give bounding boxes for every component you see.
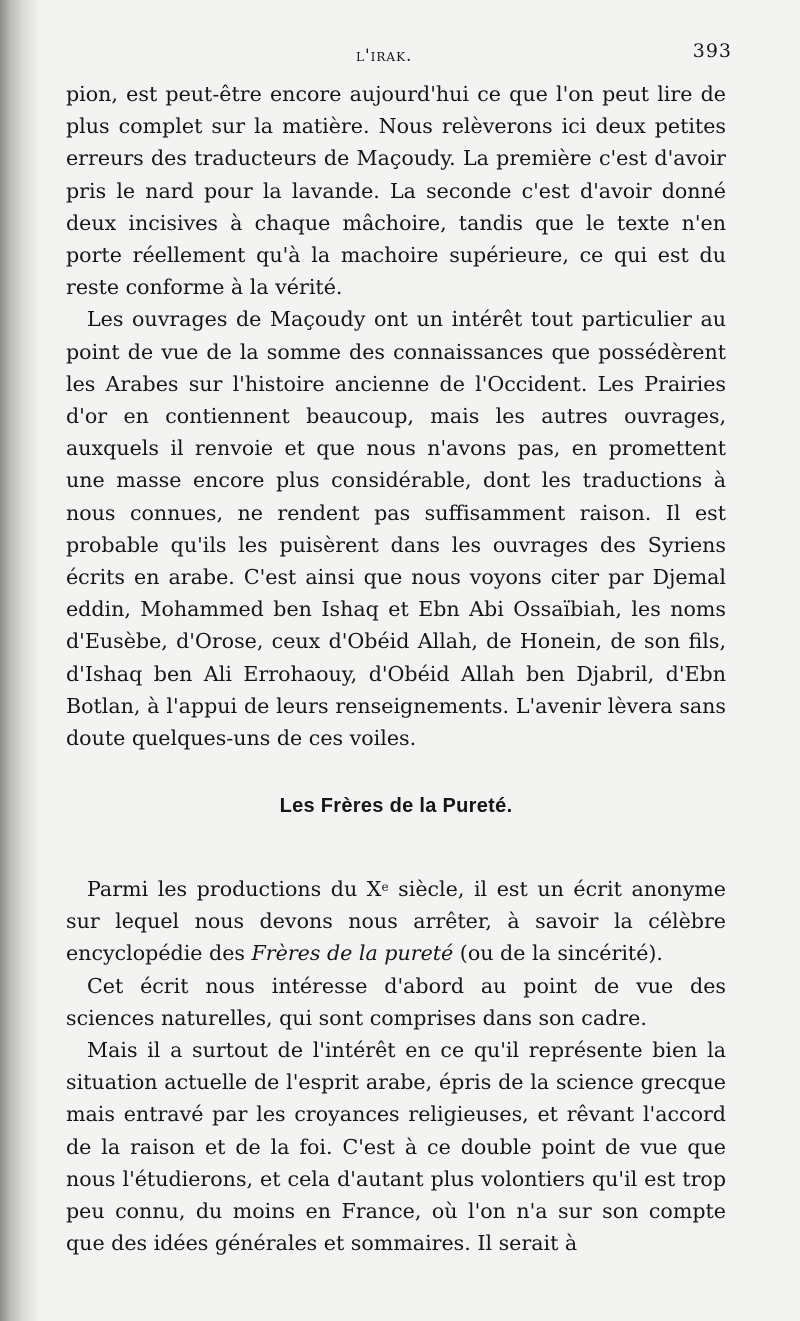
paragraph-intro [66,873,726,970]
century-superscript: e [381,880,389,894]
intro-text-italic: Frères de la pureté [251,941,454,966]
paragraph-natural-sciences: Cet écrit nous intéresse d'abord au point de vue des sciences naturelles, qui sont comprises dans son cadre. [66,973,726,1030]
running-head [66,40,732,70]
body-text-bottom [66,873,726,1259]
paragraph-macoudy-works: Les ouvrages de Maçoudy ont un intérêt tout particulier au point de vue de la somme des connaissances que possédèrent les Arabes sur l'histoire ancienne de l'Occident. Les Prairies d'or en contiennent beaucoup, mais les autres ouvrages, auxquels il renvoie et que nous n'avons pas, en promettent une masse encore plus considérable, dont les traductions à nous connues, ne rendent pas suffisamment raison. Il est probable qu'ils les puisèrent dans les ouvrages des Syriens écrits en arabe. C'est ainsi que nous voyons citer par Djemal eddin, Mohammed ben Ishaq et Ebn Abi Ossaïbiah, les noms d'Eusèbe, d'Orose, ceux d'Obéid Allah, de Honein, de son fils, d'Ishaq ben Ali Errohaouy, d'Obéid Allah ben Djabril, d'Ebn Botlan, à l'appui de leurs renseignements. L'avenir lèvera sans doute quelques-uns de ces voiles. [66,307,726,751]
page-number: 393 [692,40,732,62]
paragraph-continuation: pion, est peut-être encore aujourd'hui ce que l'on peut lire de plus complet sur la matière. Nous relèverons ici deux petites erreurs des traducteurs de Maçoudy. La première c'est d'avoir pris le nard pour la lavande. La seconde c'est d'avoir donné deux incisives à chaque mâchoire, tandis que le texte n'en porte réellement qu'à la machoire supérieure, ce qui est du reste conforme à la vérité. [66,82,726,300]
intro-text-end: (ou de la sincérité). [453,941,663,966]
intro-text-start: Parmi les productions du X [87,877,382,901]
section-heading: Les Frères de la Pureté. [279,795,513,817]
body-text-top [66,78,726,754]
running-head-title: l'irak. [356,46,413,66]
intro-text-middle: siècle, il est un écrit anonyme sur lequel nous devons nous arrêter, à savoir la célèbre encyclopédie des [66,877,726,966]
scan-gutter-shadow [0,0,40,1321]
book-page [66,0,732,1321]
paragraph-arab-spirit: Mais il a surtout de l'intérêt en ce qu'il représente bien la situation actuelle de l'esprit arabe, épris de la science grecque mais entravé par les croyances religieuses, et rêvant l'accord de la raison et de la foi. C'est à ce double point de vue que nous l'étudierons, et cela d'autant plus volontiers qu'il est trop peu connu, du moins en France, où l'on n'a sur son compte que des idées générales et sommaires. Il serait à [66,1038,726,1256]
